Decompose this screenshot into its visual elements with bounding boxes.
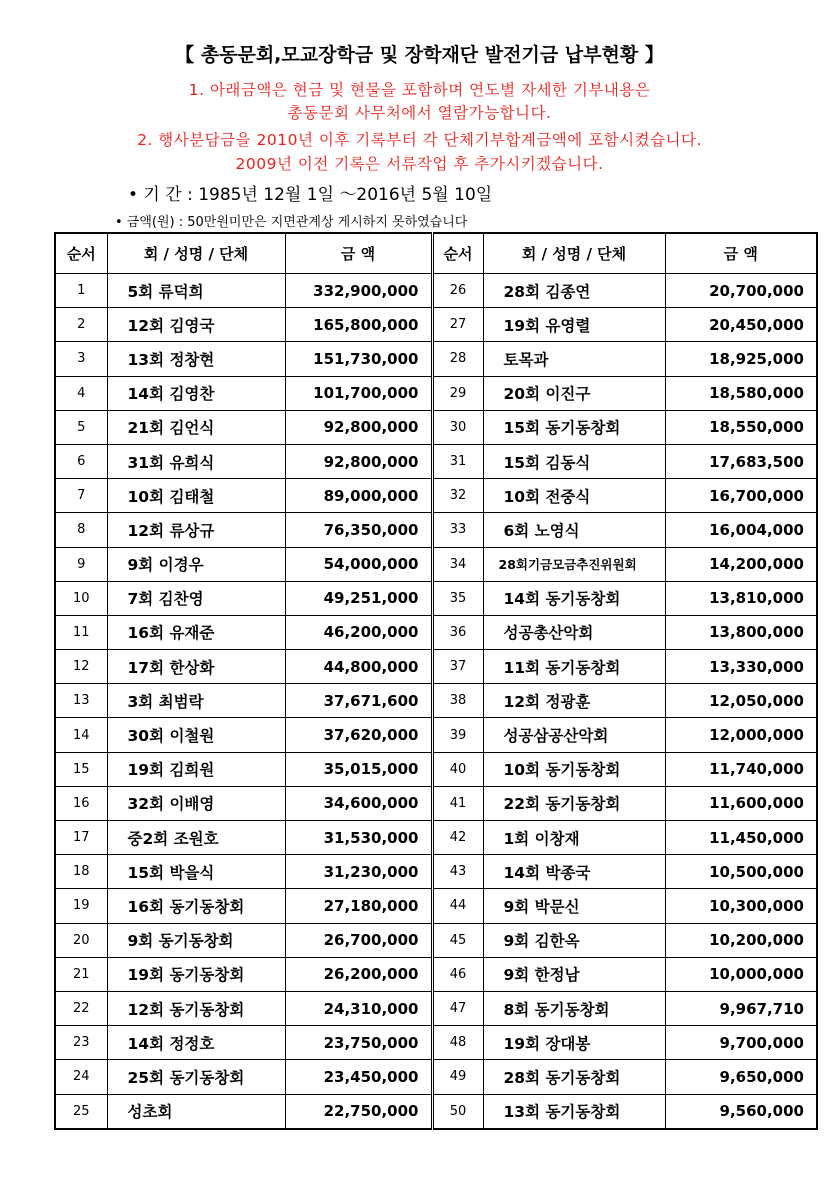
donor-no: 26 bbox=[432, 274, 483, 308]
donor-name: 30회 이철원 bbox=[107, 718, 285, 752]
donor-no: 23 bbox=[55, 1026, 107, 1060]
donor-no: 20 bbox=[55, 923, 107, 957]
donor-name: 13회 동기동창회 bbox=[483, 1094, 665, 1129]
donor-amount: 11,450,000 bbox=[665, 821, 817, 855]
donor-amount: 76,350,000 bbox=[285, 513, 432, 547]
donor-no: 25 bbox=[55, 1094, 107, 1129]
donor-amount: 31,230,000 bbox=[285, 855, 432, 889]
donor-no: 40 bbox=[432, 752, 483, 786]
donor-amount: 10,000,000 bbox=[665, 957, 817, 991]
donor-name: 19회 동기동창회 bbox=[107, 957, 285, 991]
donor-amount: 92,800,000 bbox=[285, 444, 432, 478]
donor-amount: 11,740,000 bbox=[665, 752, 817, 786]
table-row bbox=[55, 513, 817, 547]
donor-no: 37 bbox=[432, 650, 483, 684]
donor-amount: 332,900,000 bbox=[285, 274, 432, 308]
donor-name: 28회 동기동창회 bbox=[483, 1060, 665, 1094]
header-amount-left: 금 액 bbox=[285, 233, 432, 274]
donor-name: 20회 이진구 bbox=[483, 376, 665, 410]
donor-name: 15회 동기동창회 bbox=[483, 410, 665, 444]
donor-name: 14회 김영찬 bbox=[107, 376, 285, 410]
donor-name: 8회 동기동창회 bbox=[483, 991, 665, 1025]
donor-amount: 92,800,000 bbox=[285, 410, 432, 444]
donor-name: 15회 박을식 bbox=[107, 855, 285, 889]
donor-amount: 23,750,000 bbox=[285, 1026, 432, 1060]
table-row bbox=[55, 752, 817, 786]
donor-no: 42 bbox=[432, 821, 483, 855]
donor-amount: 24,310,000 bbox=[285, 991, 432, 1025]
table-row bbox=[55, 615, 817, 649]
table-row bbox=[55, 650, 817, 684]
donor-no: 48 bbox=[432, 1026, 483, 1060]
donor-name: 9회 김한옥 bbox=[483, 923, 665, 957]
donor-name: 14회 정정호 bbox=[107, 1026, 285, 1060]
donor-name: 28회 김종연 bbox=[483, 274, 665, 308]
table-row bbox=[55, 479, 817, 513]
donor-amount: 27,180,000 bbox=[285, 889, 432, 923]
donor-name: 21회 김언식 bbox=[107, 410, 285, 444]
donor-name: 25회 동기동창회 bbox=[107, 1060, 285, 1094]
donor-amount: 151,730,000 bbox=[285, 342, 432, 376]
table-row bbox=[55, 855, 817, 889]
donor-name: 12회 정광훈 bbox=[483, 684, 665, 718]
donor-no: 9 bbox=[55, 547, 107, 581]
donor-no: 44 bbox=[432, 889, 483, 923]
donor-amount: 165,800,000 bbox=[285, 308, 432, 342]
table-row bbox=[55, 1026, 817, 1060]
notice-line-1: 1. 아래금액은 현금 및 현물을 포함하며 연도별 자세한 기부내용은 bbox=[188, 81, 651, 99]
table-row bbox=[55, 1060, 817, 1094]
donor-no: 1 bbox=[55, 274, 107, 308]
donor-amount: 11,600,000 bbox=[665, 786, 817, 820]
donor-no: 29 bbox=[432, 376, 483, 410]
donor-amount: 16,004,000 bbox=[665, 513, 817, 547]
donor-no: 27 bbox=[432, 308, 483, 342]
donor-no: 36 bbox=[432, 615, 483, 649]
table-row bbox=[55, 684, 817, 718]
table-row bbox=[55, 923, 817, 957]
donor-name: 15회 김동식 bbox=[483, 444, 665, 478]
donor-name: 9회 이경우 bbox=[107, 547, 285, 581]
donor-name: 9회 박문신 bbox=[483, 889, 665, 923]
donor-amount: 23,450,000 bbox=[285, 1060, 432, 1094]
donor-name: 9회 한정남 bbox=[483, 957, 665, 991]
donor-name: 14회 동기동창회 bbox=[483, 581, 665, 615]
donor-no: 16 bbox=[55, 786, 107, 820]
donor-name: 19회 유영렬 bbox=[483, 308, 665, 342]
donor-name: 32회 이배영 bbox=[107, 786, 285, 820]
donor-name: 12회 류상규 bbox=[107, 513, 285, 547]
donor-no: 43 bbox=[432, 855, 483, 889]
donor-name: 성공총산악회 bbox=[483, 615, 665, 649]
table-row bbox=[55, 1094, 817, 1129]
page-title: 【 총동문회,모교장학금 및 장학재단 발전기금 납부현황 】 bbox=[175, 44, 664, 66]
donor-no: 22 bbox=[55, 991, 107, 1025]
donor-no: 35 bbox=[432, 581, 483, 615]
table-row bbox=[55, 957, 817, 991]
donor-no: 19 bbox=[55, 889, 107, 923]
donor-amount: 37,671,600 bbox=[285, 684, 432, 718]
donor-amount: 46,200,000 bbox=[285, 615, 432, 649]
donor-no: 24 bbox=[55, 1060, 107, 1094]
table-row bbox=[55, 991, 817, 1025]
donor-amount: 12,050,000 bbox=[665, 684, 817, 718]
donor-no: 2 bbox=[55, 308, 107, 342]
donor-amount: 9,967,710 bbox=[665, 991, 817, 1025]
period-text: • 기 간 : 1985년 12월 1일 ～2016년 5월 10일 bbox=[128, 185, 493, 205]
donor-name: 6회 노영식 bbox=[483, 513, 665, 547]
donor-amount: 10,200,000 bbox=[665, 923, 817, 957]
donor-name: 1회 이창재 bbox=[483, 821, 665, 855]
table-header-row bbox=[55, 233, 817, 274]
donor-amount: 49,251,000 bbox=[285, 581, 432, 615]
donor-name: 14회 박종국 bbox=[483, 855, 665, 889]
donor-amount: 9,650,000 bbox=[665, 1060, 817, 1094]
table-row bbox=[55, 444, 817, 478]
donor-amount: 10,500,000 bbox=[665, 855, 817, 889]
donor-name: 10회 김태철 bbox=[107, 479, 285, 513]
donor-amount: 10,300,000 bbox=[665, 889, 817, 923]
donor-name: 12회 김영국 bbox=[107, 308, 285, 342]
table-row bbox=[55, 821, 817, 855]
donor-amount: 101,700,000 bbox=[285, 376, 432, 410]
donor-name: 12회 동기동창회 bbox=[107, 991, 285, 1025]
notice-line-4: 2009년 이전 기록은 서류작업 후 추가시키겠습니다. bbox=[235, 155, 604, 173]
donor-name: 19회 장대봉 bbox=[483, 1026, 665, 1060]
donor-no: 21 bbox=[55, 957, 107, 991]
donor-no: 11 bbox=[55, 615, 107, 649]
donor-no: 3 bbox=[55, 342, 107, 376]
donor-amount: 13,330,000 bbox=[665, 650, 817, 684]
donor-amount: 16,700,000 bbox=[665, 479, 817, 513]
donor-name: 17회 한상화 bbox=[107, 650, 285, 684]
table-row bbox=[55, 889, 817, 923]
donor-name: 16회 동기동창회 bbox=[107, 889, 285, 923]
donor-no: 6 bbox=[55, 444, 107, 478]
donor-amount: 18,580,000 bbox=[665, 376, 817, 410]
header-name-right: 회 / 성명 / 단체 bbox=[483, 233, 665, 274]
donor-no: 45 bbox=[432, 923, 483, 957]
donor-amount: 35,015,000 bbox=[285, 752, 432, 786]
donor-name: 성초회 bbox=[107, 1094, 285, 1129]
donor-amount: 26,700,000 bbox=[285, 923, 432, 957]
donor-no: 7 bbox=[55, 479, 107, 513]
donor-name: 13회 정창현 bbox=[107, 342, 285, 376]
table-row bbox=[55, 718, 817, 752]
donor-name: 10회 전중식 bbox=[483, 479, 665, 513]
donor-no: 30 bbox=[432, 410, 483, 444]
donor-amount: 13,810,000 bbox=[665, 581, 817, 615]
donor-name: 19회 김희원 bbox=[107, 752, 285, 786]
donor-amount: 54,000,000 bbox=[285, 547, 432, 581]
header-amount-right: 금 액 bbox=[665, 233, 817, 274]
table-row bbox=[55, 342, 817, 376]
donor-no: 32 bbox=[432, 479, 483, 513]
donor-name: 28회기금모금추진위원회 bbox=[483, 547, 665, 581]
donor-no: 5 bbox=[55, 410, 107, 444]
donor-amount: 13,800,000 bbox=[665, 615, 817, 649]
donor-amount: 22,750,000 bbox=[285, 1094, 432, 1129]
donor-no: 47 bbox=[432, 991, 483, 1025]
donor-name: 토목과 bbox=[483, 342, 665, 376]
header-name-left: 회 / 성명 / 단체 bbox=[107, 233, 285, 274]
donor-amount: 34,600,000 bbox=[285, 786, 432, 820]
table-row bbox=[55, 410, 817, 444]
donor-no: 39 bbox=[432, 718, 483, 752]
donor-name: 9회 동기동창회 bbox=[107, 923, 285, 957]
donor-no: 33 bbox=[432, 513, 483, 547]
donor-name: 22회 동기동창회 bbox=[483, 786, 665, 820]
table-row bbox=[55, 274, 817, 308]
donor-amount: 9,700,000 bbox=[665, 1026, 817, 1060]
donor-name: 16회 유재준 bbox=[107, 615, 285, 649]
notice-line-3: 2. 행사분담금을 2010년 이후 기록부터 각 단체기부합계금액에 포함시켰습니다. bbox=[137, 131, 702, 149]
donor-amount: 9,560,000 bbox=[665, 1094, 817, 1129]
donor-no: 14 bbox=[55, 718, 107, 752]
amount-note: • 금액(원) : 50만원미만은 지면관계상 게시하지 못하였습니다 bbox=[115, 215, 468, 230]
donor-no: 41 bbox=[432, 786, 483, 820]
header-no-left: 순서 bbox=[55, 233, 107, 274]
donor-no: 50 bbox=[432, 1094, 483, 1129]
donor-no: 38 bbox=[432, 684, 483, 718]
table-row bbox=[55, 308, 817, 342]
donor-amount: 31,530,000 bbox=[285, 821, 432, 855]
table-row bbox=[55, 376, 817, 410]
donor-no: 49 bbox=[432, 1060, 483, 1094]
donor-amount: 18,550,000 bbox=[665, 410, 817, 444]
donor-no: 10 bbox=[55, 581, 107, 615]
notice-line-2: 총동문회 사무처에서 열람가능합니다. bbox=[287, 104, 552, 122]
donor-no: 8 bbox=[55, 513, 107, 547]
donor-no: 13 bbox=[55, 684, 107, 718]
donor-no: 34 bbox=[432, 547, 483, 581]
donor-amount: 26,200,000 bbox=[285, 957, 432, 991]
donor-name: 31회 유희식 bbox=[107, 444, 285, 478]
donor-no: 17 bbox=[55, 821, 107, 855]
donor-amount: 18,925,000 bbox=[665, 342, 817, 376]
table-row bbox=[55, 581, 817, 615]
donor-amount: 37,620,000 bbox=[285, 718, 432, 752]
donor-no: 12 bbox=[55, 650, 107, 684]
donor-no: 28 bbox=[432, 342, 483, 376]
donor-name: 5회 류덕희 bbox=[107, 274, 285, 308]
donor-amount: 20,700,000 bbox=[665, 274, 817, 308]
donor-amount: 89,000,000 bbox=[285, 479, 432, 513]
donor-no: 4 bbox=[55, 376, 107, 410]
donor-name: 중2회 조원호 bbox=[107, 821, 285, 855]
donor-amount: 44,800,000 bbox=[285, 650, 432, 684]
donor-no: 18 bbox=[55, 855, 107, 889]
table-row bbox=[55, 786, 817, 820]
donor-amount: 20,450,000 bbox=[665, 308, 817, 342]
donor-name: 3회 최범락 bbox=[107, 684, 285, 718]
donation-table bbox=[54, 232, 818, 1130]
donor-amount: 14,200,000 bbox=[665, 547, 817, 581]
donor-no: 31 bbox=[432, 444, 483, 478]
table-row bbox=[55, 547, 817, 581]
donor-name: 7회 김찬영 bbox=[107, 581, 285, 615]
donor-amount: 12,000,000 bbox=[665, 718, 817, 752]
donor-name: 성공삼공산악회 bbox=[483, 718, 665, 752]
donor-no: 46 bbox=[432, 957, 483, 991]
donor-name: 11회 동기동창회 bbox=[483, 650, 665, 684]
donor-amount: 17,683,500 bbox=[665, 444, 817, 478]
header-no-right: 순서 bbox=[432, 233, 483, 274]
donor-name: 10회 동기동창회 bbox=[483, 752, 665, 786]
donor-no: 15 bbox=[55, 752, 107, 786]
